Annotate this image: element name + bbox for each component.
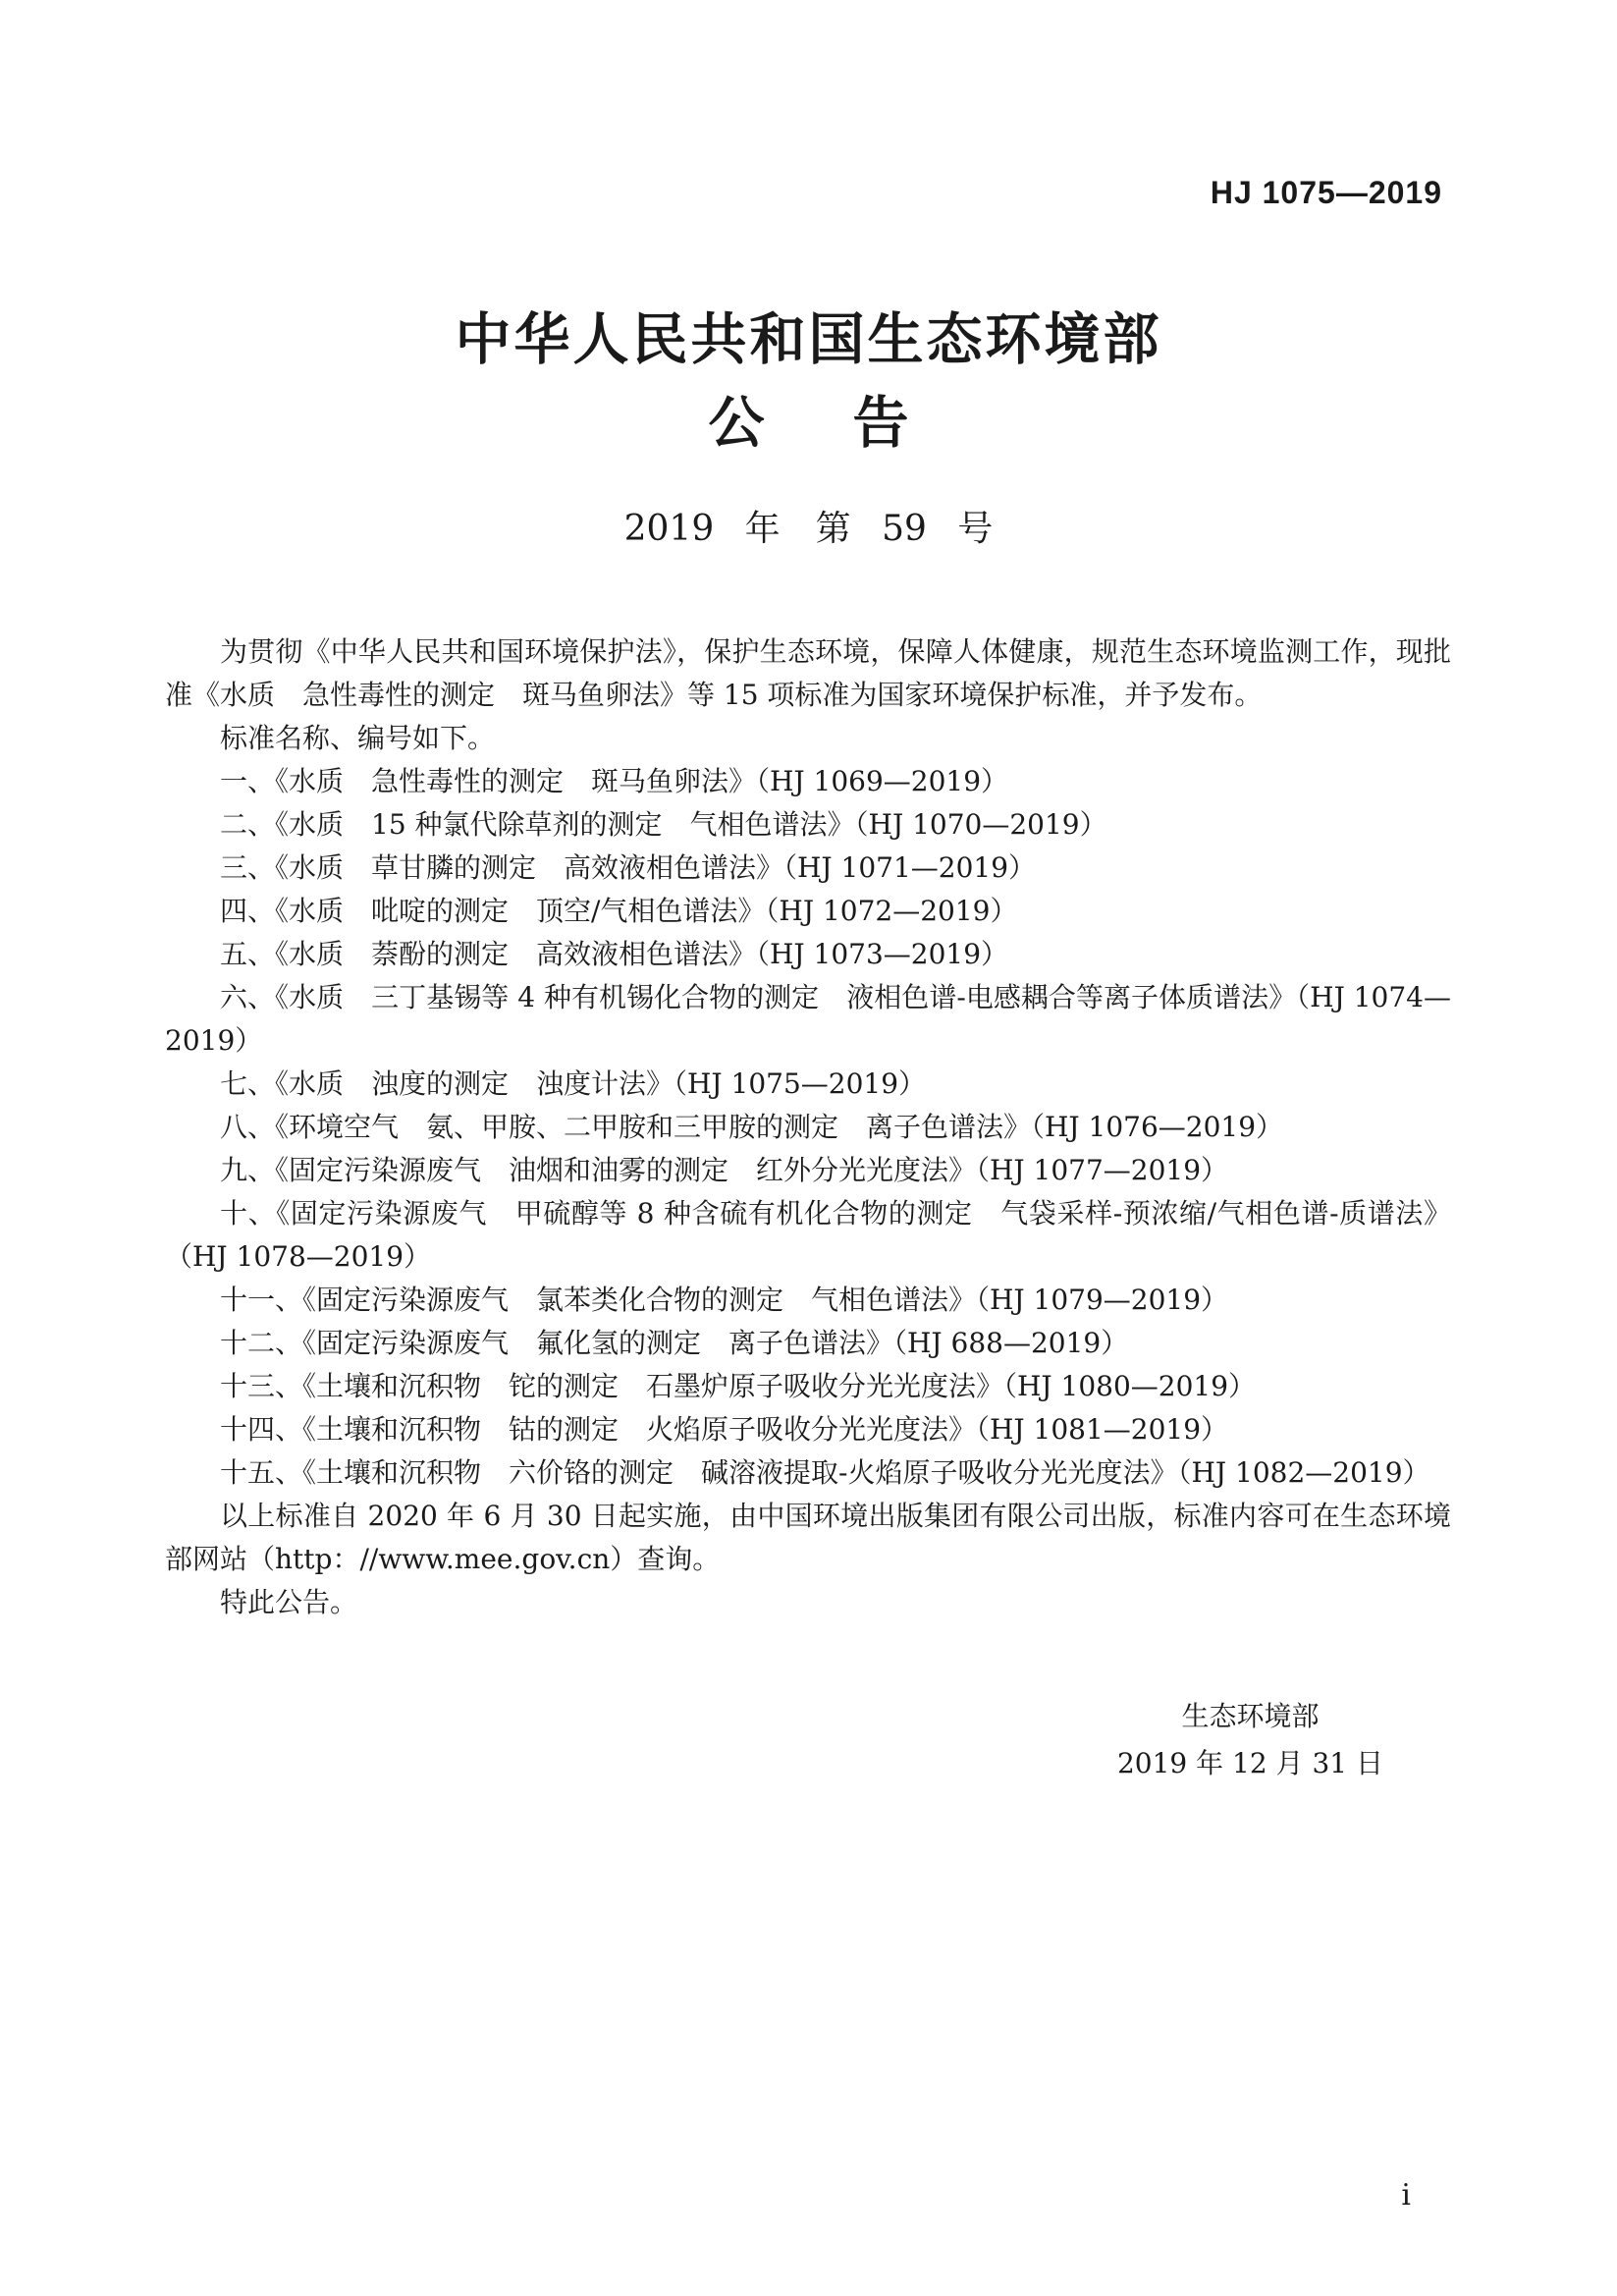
list-item: 十四、《土壤和沉积物 钴的测定 火焰原子吸收分光光度法》（HJ 1081—2019） xyxy=(220,1413,1229,1446)
announcement-body xyxy=(165,630,1451,1624)
list-item: 十三、《土壤和沉积物 铊的测定 石墨炉原子吸收分光光度法》（HJ 1080—2019） xyxy=(220,1370,1257,1402)
standards-list xyxy=(165,760,1451,1495)
standard-code: HJ 1075—2019 xyxy=(1210,175,1442,210)
signature-date: 2019 年 12 月 31 日 xyxy=(1116,1747,1383,1779)
list-item: 十二、《固定污染源废气 氟化氢的测定 离子色谱法》（HJ 688—2019） xyxy=(220,1327,1129,1359)
list-item: 四、《水质 吡啶的测定 顶空/气相色谱法》（HJ 1072—2019） xyxy=(220,895,1018,927)
page-title: 中华人民共和国生态环境部 xyxy=(455,307,1162,372)
signature-org: 生态环境部 xyxy=(1181,1700,1320,1732)
list-item: 十一、《固定污染源废气 氯苯类化合物的测定 气相色谱法》（HJ 1079—2019） xyxy=(220,1284,1229,1316)
page-subtitle: 公告 xyxy=(708,391,997,456)
implementation-paragraph: 以上标准自 2020 年 6 月 30 日起实施，由中国环境出版集团有限公司出版，标准内容可在生态环境部网站（http：//www.mee.gov.cn）查询。 xyxy=(165,1500,1451,1575)
list-item: 八、《环境空气 氨、甲胺、二甲胺和三甲胺的测定 离子色谱法》（HJ 1076—2019） xyxy=(220,1111,1284,1143)
list-item: 六、《水质 三丁基锡等 4 种有机锡化合物的测定 液相色谱-电感耦合等离子体质谱法》（HJ 1074—2019） xyxy=(165,981,1451,1057)
list-item: 二、《水质 15 种氯代除草剂的测定 气相色谱法》（HJ 1070—2019） xyxy=(220,808,1107,841)
closing-text: 特此公告。 xyxy=(220,1586,358,1618)
page-number: i xyxy=(1401,2178,1411,2213)
list-item: 九、《固定污染源废气 油烟和油雾的测定 红外分光光度法》（HJ 1077—2019） xyxy=(220,1154,1229,1186)
list-item: 三、《水质 草甘膦的测定 高效液相色谱法》（HJ 1071—2019） xyxy=(220,851,1037,884)
issue-number: 2019 年 第 59 号 xyxy=(623,509,994,549)
list-intro: 标准名称、编号如下。 xyxy=(220,722,496,754)
list-item: 一、《水质 急性毒性的测定 斑马鱼卵法》（HJ 1069—2019） xyxy=(220,765,1009,797)
list-item: 十、《固定污染源废气 甲硫醇等 8 种含硫有机化合物的测定 气袋采样-预浓缩/气相色谱-质谱法》（HJ 1078—2019） xyxy=(165,1197,1451,1273)
intro-paragraph: 为贯彻《中华人民共和国环境保护法》，保护生态环境，保障人体健康，规范生态环境监测工作，现批准《水质 急性毒性的测定 斑马鱼卵法》等 15 项标准为国家环境保护标准，并予发布。 xyxy=(165,635,1451,711)
signature-block xyxy=(1117,1693,1383,1787)
list-item: 十五、《土壤和沉积物 六价铬的测定 碱溶液提取-火焰原子吸收分光光度法》（HJ 1082—2019） xyxy=(220,1456,1430,1489)
list-item: 七、《水质 浊度的测定 浊度计法》（HJ 1075—2019） xyxy=(220,1067,927,1100)
list-item: 五、《水质 萘酚的测定 高效液相色谱法》（HJ 1073—2019） xyxy=(220,938,1009,970)
